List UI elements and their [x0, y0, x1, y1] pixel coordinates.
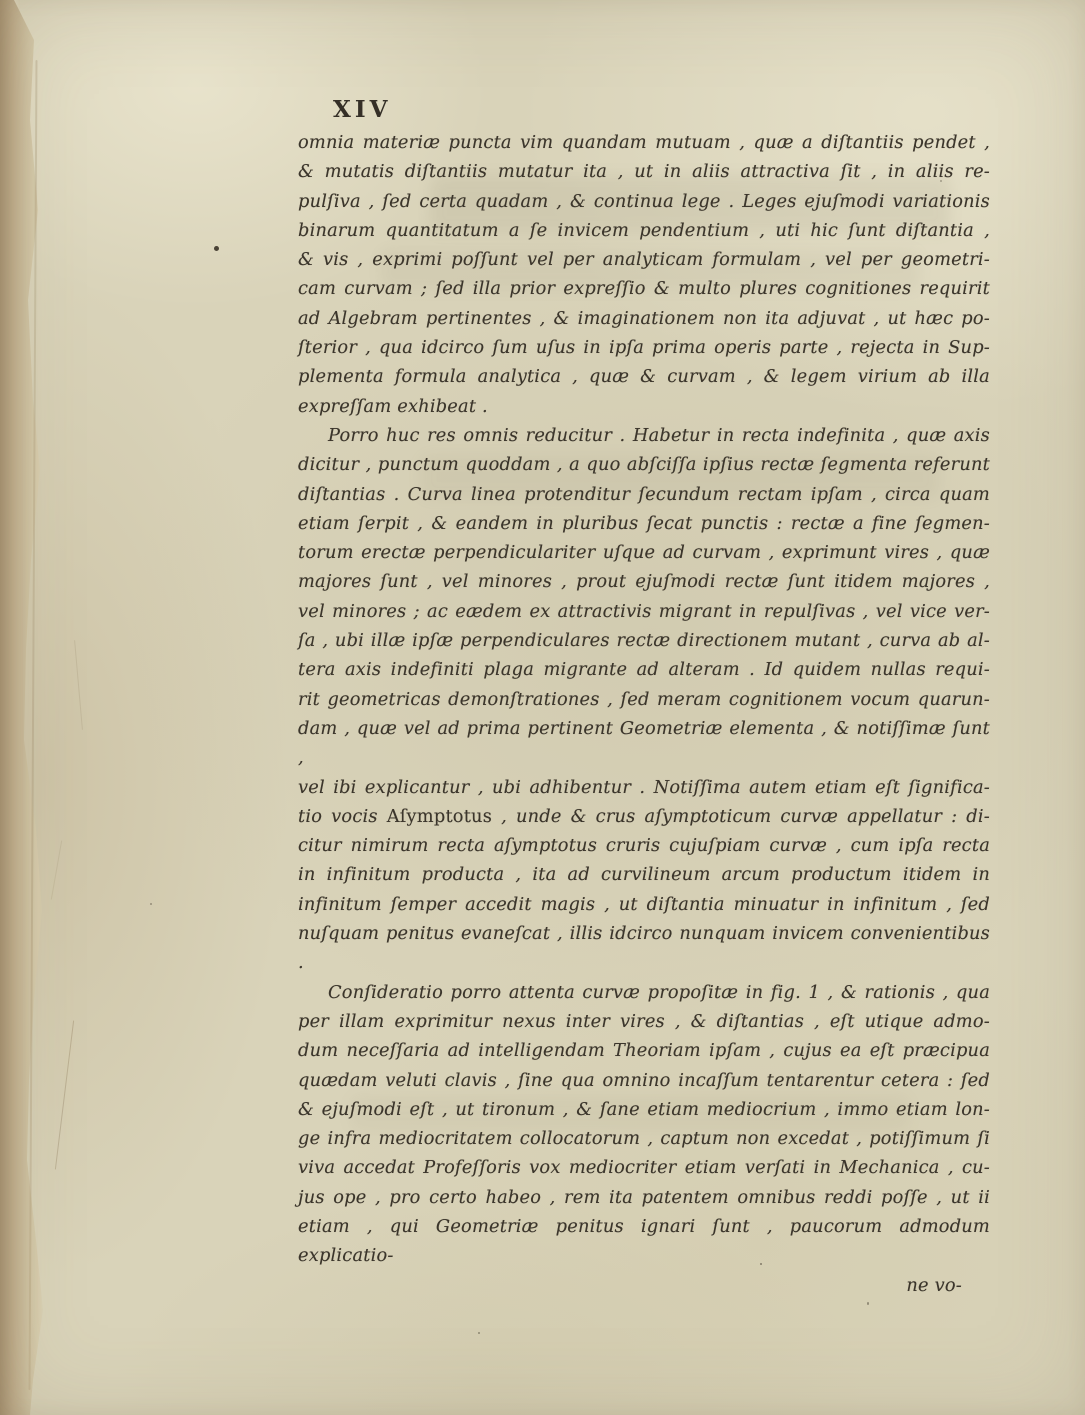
deckle-torn-edge [0, 0, 46, 1415]
paragraph [298, 421, 990, 978]
text-line: ge infra mediocritatem collocatorum , captum non excedat , potiſſimum ſi [298, 1128, 990, 1150]
text-line: dum neceſſaria ad intelligendam Theoriam ipſam , cujus ea eſt præcipua [298, 1040, 990, 1062]
text-line: vel ibi explicantur , ubi adhibentur . Notiſſima autem etiam eſt ſignifica- [298, 776, 990, 798]
ink-speck [150, 903, 152, 905]
text-line: expreſſam exhibeat . [298, 395, 488, 417]
text-line: cam curvam ; ſed illa prior expreſſio & multo plures cognitiones requirit [298, 278, 990, 300]
paper-scratch [55, 1020, 74, 1169]
text-line: citur nimirum recta aſymptotus cruris cujuſpiam curvæ , cum ipſa recta [298, 835, 990, 857]
text-line: torum erectæ perpendiculariter uſque ad curvam , exprimunt vires , quæ [298, 542, 990, 564]
text-line: in infinitum producta , ita ad curvilineum arcum productum itidem in [298, 864, 990, 886]
text-line: rit geometricas demonſtrationes , ſed meram cognitionem vocum quarun- [298, 688, 990, 710]
text-line: jus ope , pro certo habeo , rem ita patentem omnibus reddi poſſe , ut ii [298, 1186, 990, 1208]
text-line: majores ſunt , vel minores , prout ejuſmodi rectæ ſunt itidem majores , [298, 571, 990, 593]
ink-speck [214, 246, 219, 251]
text-column [298, 128, 990, 1300]
text-line: vel minores ; ac eædem ex attractivis migrant in repulſivas , vel vice ver- [298, 600, 990, 622]
ink-speck [478, 1332, 480, 1334]
text-line: ſa , ubi illæ ipſæ perpendiculares rectæ directionem mutant , curva ab al- [298, 630, 990, 652]
text-line: ſterior , qua idcirco ſum uſus in ipſa prima operis parte , rejecta in Sup- [298, 337, 990, 359]
text-line: plementa formula analytica , quæ & curvam , & legem virium ab illa [298, 366, 990, 388]
text-line: tio vocis Aſymptotus , unde & crus aſymptoticum curvæ appellatur : di- [298, 805, 990, 827]
text-line: etiam , qui Geometriæ penitus ignari ſunt , paucorum admodum explicatio- [298, 1215, 990, 1267]
text-line: tera axis indefiniti plaga migrante ad alteram . Id quidem nullas requi- [298, 659, 990, 681]
text-line: dam , quæ vel ad prima pertinent Geometriæ elementa , & notiſſimæ ſunt , [298, 717, 990, 769]
text-line: etiam ſerpit , & eandem in pluribus ſecat punctis : rectæ a fine ſegmen- [298, 512, 990, 534]
paragraph [298, 128, 990, 421]
text-line: nuſquam penitus evaneſcat , illis idcirco nunquam invicem convenientibus . [298, 923, 990, 974]
text-line: Porro huc res omnis reducitur . Habetur in recta indefinita , quæ axis [328, 424, 990, 446]
text-line: ad Algebram pertinentes , & imaginationem non ita adjuvat , ut hæc po- [298, 307, 990, 329]
text-line: infinitum ſemper accedit magis , ut diſtantia minuatur in infinitum , ſed [298, 893, 990, 915]
text-line: quædam veluti clavis , ſine qua omnino incaſſum tentarentur cetera : ſed [298, 1069, 990, 1091]
paper-scratch [74, 640, 83, 730]
paragraph [298, 978, 990, 1271]
text-line: diſtantias . Curva linea protenditur ſecundum rectam ipſam , circa quam [298, 483, 990, 505]
paper-scratch [51, 840, 62, 899]
page-number: XIV [333, 96, 392, 123]
text-line: & vis , exprimi poſſunt vel per analyticam formulam , vel per geometri- [298, 249, 990, 271]
text-line: per illam exprimitur nexus inter vires , & diſtantias , eſt utique admo- [298, 1010, 990, 1032]
ink-speck [867, 1302, 869, 1305]
text-line: dicitur , punctum quoddam , a quo abſciſſa ipſius rectæ ſegmenta referunt [298, 454, 990, 476]
text-line: & ejuſmodi eſt , ut tironum , & ſane etiam mediocrium , immo etiam lon- [298, 1098, 990, 1120]
roman-type-word: Aſymptotus [386, 805, 493, 827]
text-block [298, 128, 990, 1271]
text-line: viva accedat Profeſſoris vox mediocriter etiam verſati in Mechanica , cu- [298, 1157, 990, 1179]
text-line: pulſiva , ſed certa quadam , & continua lege . Leges ejuſmodi variationis [298, 190, 990, 212]
catchword: ne vo- [906, 1274, 962, 1296]
text-line: & mutatis diſtantiis mutatur ita , ut in aliis attractiva ſit , in aliis re- [298, 161, 990, 183]
text-line: Conſideratio porro attenta curvæ propoſitæ in fig. 1 , & rationis , qua [328, 981, 990, 1003]
text-line: omnia materiæ puncta vim quandam mutuam , quæ a diſtantiis pendet , [298, 132, 990, 153]
text-line: binarum quantitatum a ſe invicem pendentium , uti hic ſunt diſtantia , [298, 219, 990, 241]
